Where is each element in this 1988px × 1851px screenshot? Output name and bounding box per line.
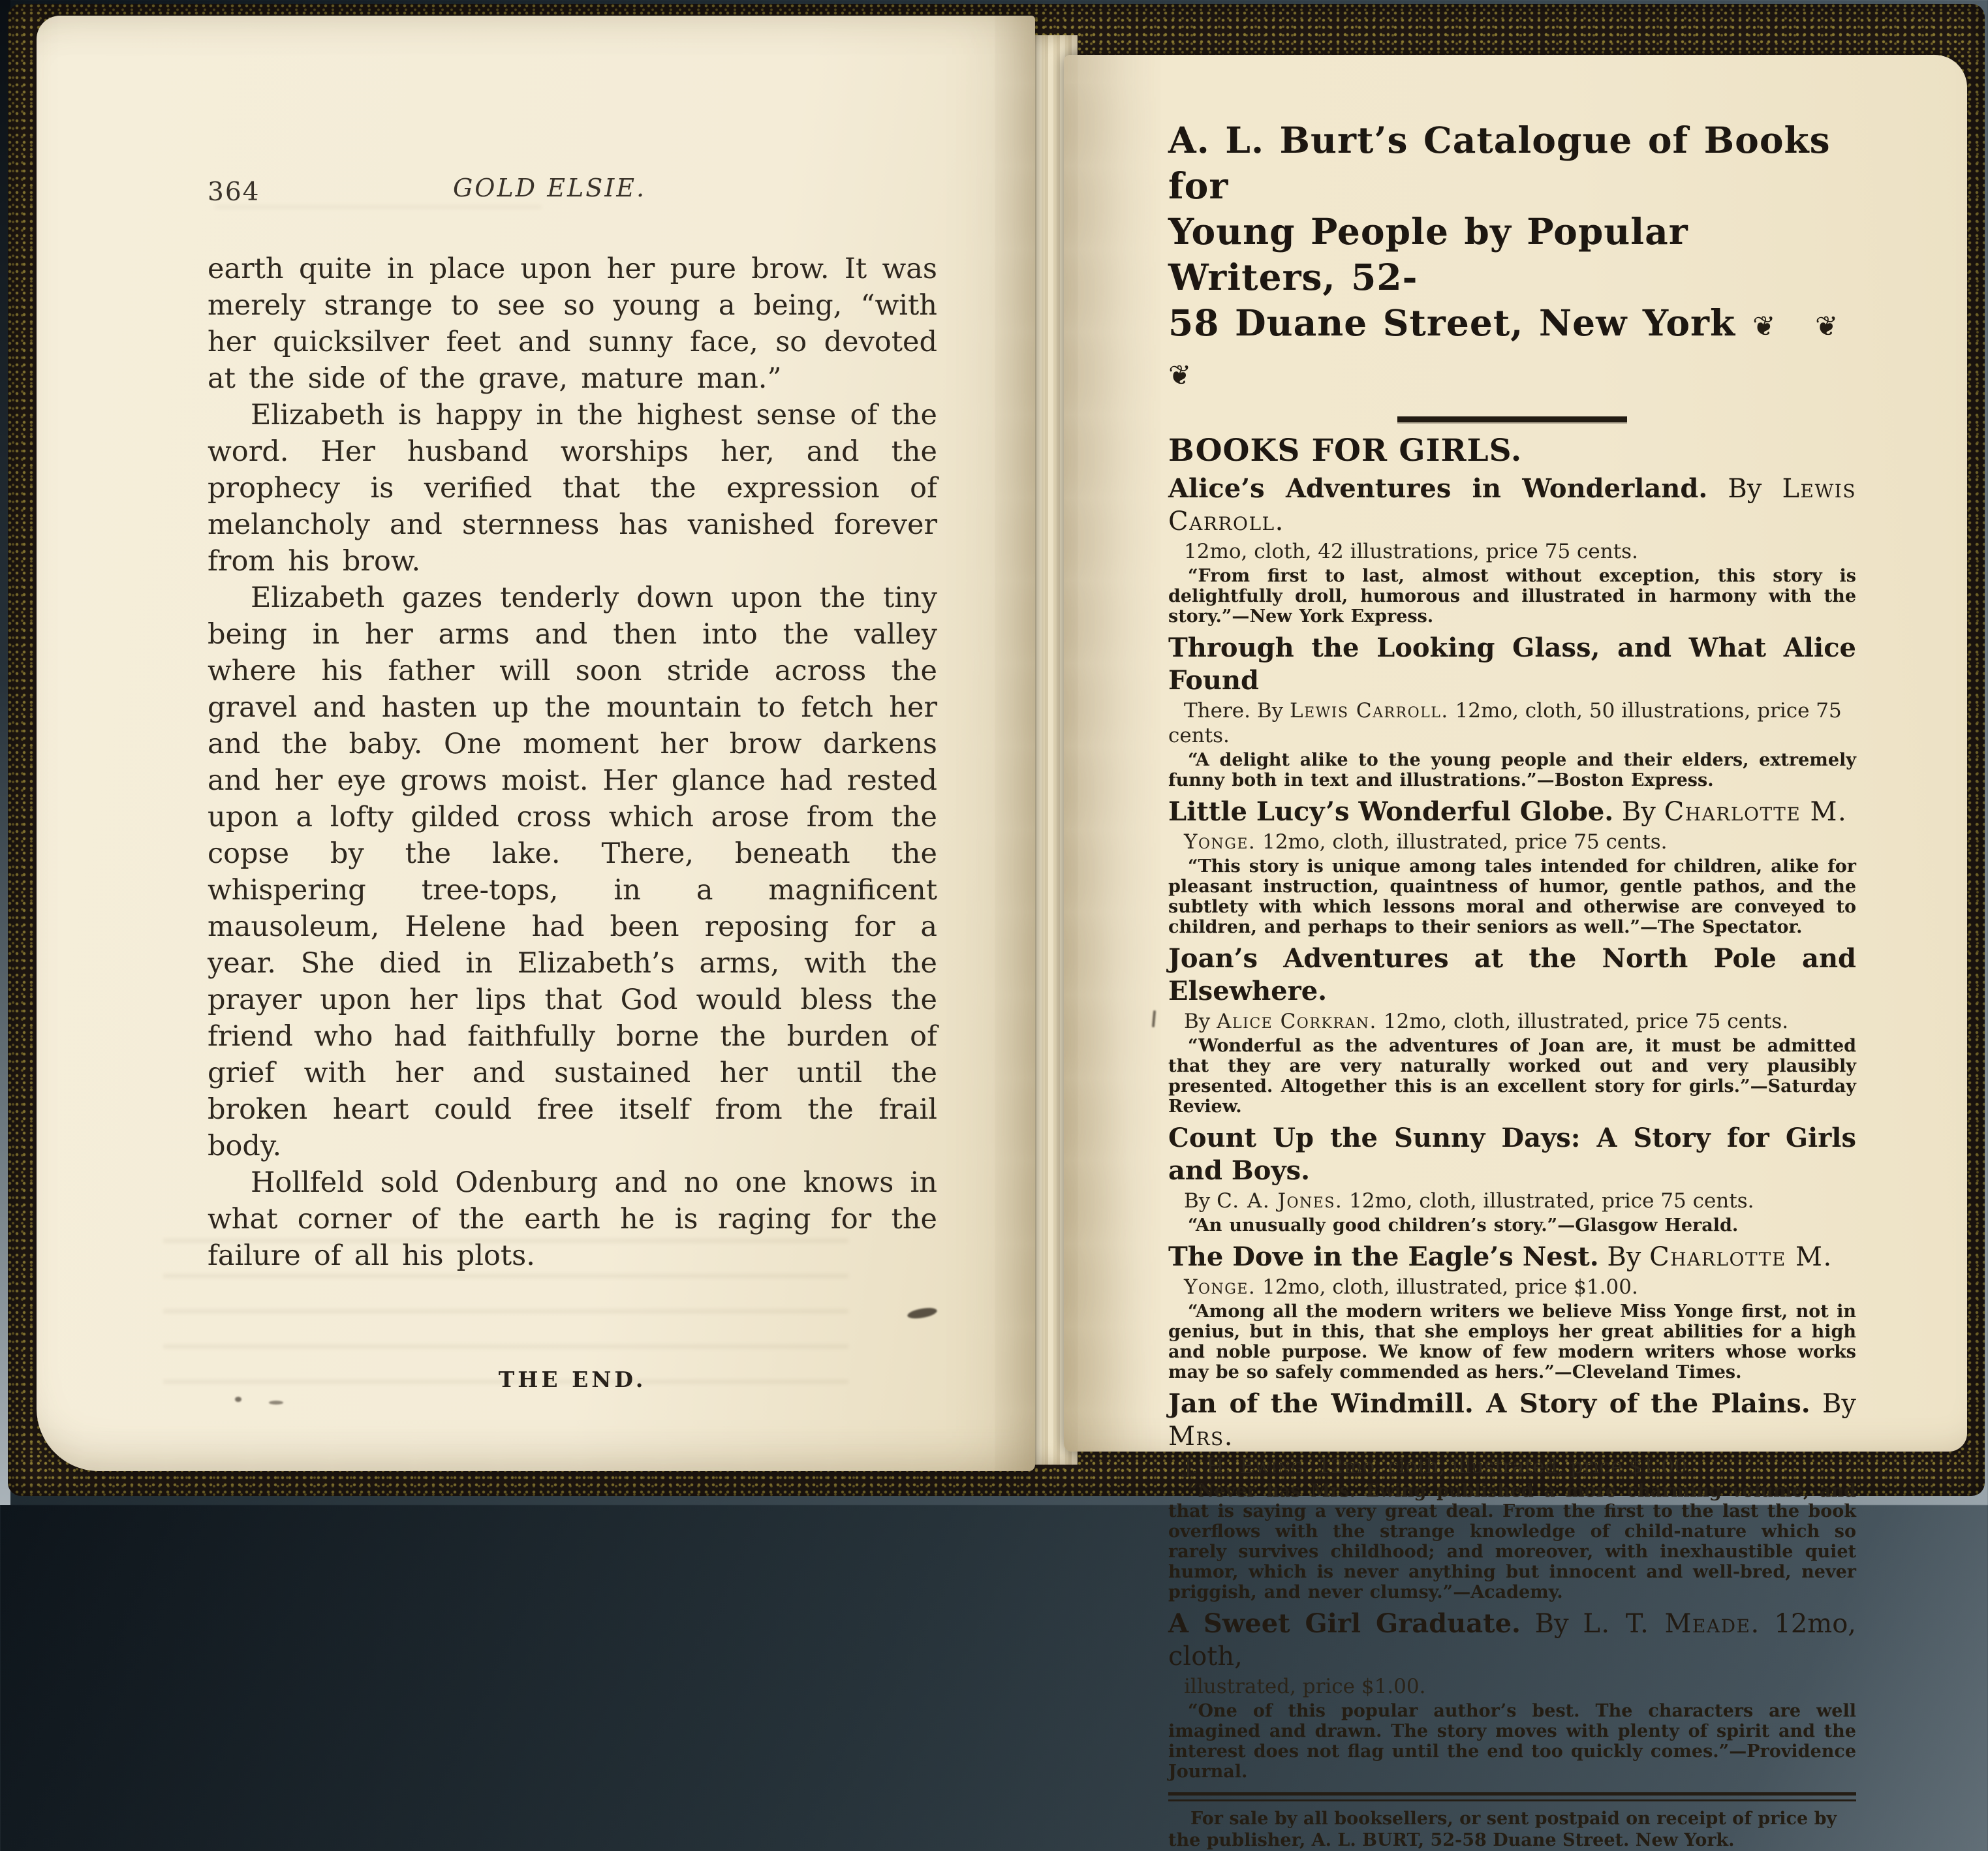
catalog-entries xyxy=(1168,473,1856,1782)
text-segment: “This story is unique among tales intended for children, alike for pleasant instruction, quaintness of humor, gentle pathos, and the subtlety with which lessons moral and otherwise are conveyed to children, and perhaps to their seniors as well.”— xyxy=(1168,856,1856,937)
text-segment: J. H. Ewing. xyxy=(1184,1455,1312,1478)
text-segment: “A delight alike to the young people and their elders, extremely funny both in text and illustrations.”— xyxy=(1168,750,1856,790)
footer-rule xyxy=(1168,1799,1856,1801)
catalogue-header-line: Young People by Popular Writers, 52- xyxy=(1168,210,1688,298)
text-segment: Yonge. xyxy=(1184,830,1256,854)
entry-title xyxy=(1168,1388,1856,1453)
catalogue-header-line xyxy=(1168,300,1856,398)
text-segment: L. T. Meade. xyxy=(1583,1609,1760,1639)
text-segment: 12mo, cloth, illustrated, price 75 cents. xyxy=(1376,1010,1789,1033)
story-paragraph: earth quite in place upon her pure brow. It was merely strange to see so young a being, “with her quicksilver feet and sunny face, so devoted at the side of the grave, mature man.” xyxy=(208,253,937,395)
text-segment: Glasgow Herald. xyxy=(1575,1215,1739,1236)
text-segment: Mrs. xyxy=(1168,1422,1234,1452)
the-end-label: THE END. xyxy=(498,1367,647,1392)
entry-title xyxy=(1168,796,1856,828)
text-segment: Charlotte M. xyxy=(1649,1242,1833,1272)
entry-title xyxy=(1168,1122,1856,1187)
footer-note: For sale by all booksellers, or sent postpaid on receipt of price by the publisher, A. L. BURT, 52-58 Duane Street. New York. xyxy=(1168,1809,1837,1850)
catalogue-header-line: 58 Duane Street, New York xyxy=(1168,302,1736,344)
text-segment: Lewis Carroll. xyxy=(1168,474,1857,537)
entry-quote xyxy=(1168,750,1856,790)
text-segment: 12mo, cloth, xyxy=(1168,1609,1857,1672)
text-segment: New York Express. xyxy=(1249,606,1434,627)
entry-title xyxy=(1168,473,1856,538)
text-segment: A Sweet Girl Graduate. xyxy=(1168,1608,1521,1639)
text-segment: Yonge. xyxy=(1184,1275,1256,1299)
text-segment: Alice’s Adventures in Wonderland. xyxy=(1168,473,1708,504)
text-segment: 12mo, cloth, illustrated, price 75 cents. xyxy=(1256,830,1668,854)
catalog-entry xyxy=(1168,1388,1856,1602)
header-rule xyxy=(1397,416,1627,422)
entry-details xyxy=(1168,1674,1856,1699)
text-segment: Count Up the Sunny Days: A Story for Girls and Boys. xyxy=(1168,1123,1856,1186)
text-segment: Cleveland Times. xyxy=(1572,1362,1742,1382)
show-through-ghosting xyxy=(163,1207,848,1403)
catalogue-header-line: A. L. Burt’s Catalogue of Books for xyxy=(1168,119,1831,207)
text-segment: By xyxy=(1184,1189,1217,1213)
text-segment: 12mo, cloth, illustrated, price $1.00. xyxy=(1311,1455,1694,1478)
text-segment: By xyxy=(1613,797,1664,827)
catalog-entry xyxy=(1168,473,1856,627)
text-segment: “Wonderful as the adventures of Joan are, it must be admitted that they are very naturally worked out and very plausibly presented. Altogether this is an excellent story for girls.”— xyxy=(1168,1036,1856,1097)
text-segment: There. By xyxy=(1184,699,1290,723)
ink-smudge xyxy=(269,1401,283,1405)
text-segment: illustrated, price $1.00. xyxy=(1184,1675,1426,1698)
text-segment: Boston Express. xyxy=(1554,770,1714,790)
text-segment: Through the Looking Glass, and What Alice Found xyxy=(1168,632,1856,696)
ink-smudge xyxy=(235,1397,241,1402)
entry-details xyxy=(1168,1275,1856,1299)
entry-quote xyxy=(1168,1301,1856,1382)
page-number: 364 xyxy=(208,178,260,207)
text-segment: “Among all the modern writers we believe Miss Yonge first, not in genius, but in this, that she employs her great abilities for a high and noble purpose. We know of few modern writers whose works may be so safely commended as hers.”— xyxy=(1168,1301,1856,1382)
entry-quote xyxy=(1168,1701,1856,1782)
text-segment: By xyxy=(1184,1010,1217,1033)
catalog-entry xyxy=(1168,1241,1856,1382)
running-title: GOLD ELSIE. xyxy=(452,174,647,202)
show-through-ghosting xyxy=(215,189,542,228)
catalog-entry xyxy=(1168,1122,1856,1236)
text-segment: 12mo, cloth, 50 illustrations, price 75 cents. xyxy=(1168,699,1842,747)
catalog-entry xyxy=(1168,796,1856,937)
text-segment: 12mo, cloth, illustrated, price $1.00. xyxy=(1256,1275,1638,1299)
text-segment: Joan’s Adventures at the North Pole and Elsewhere. xyxy=(1168,943,1856,1006)
text-segment: Jan of the Windmill. A Story of the Plains. xyxy=(1168,1388,1810,1419)
entry-title xyxy=(1168,1241,1856,1273)
entry-quote xyxy=(1168,1481,1856,1602)
entry-title xyxy=(1168,1608,1856,1673)
text-segment: Charlotte M. xyxy=(1664,797,1848,827)
entry-quote xyxy=(1168,856,1856,937)
catalog-entry xyxy=(1168,632,1856,790)
text-segment: “Never has Mrs. Ewing published a more charming volume, and that is saying a very great deal. From the first to the last the book overflows with the strange knowledge of child-nature which so rarely survives childhood; and moreover, with inexhaustible quiet humor, which is never anything but innocent and well-bred, never priggish, and never clumsy.”— xyxy=(1168,1481,1856,1602)
text-segment: The Dove in the Eagle’s Nest. xyxy=(1168,1241,1599,1272)
text-segment: Alice Corkran. xyxy=(1217,1010,1377,1033)
entry-details xyxy=(1168,830,1856,854)
text-segment: C. A. Jones. xyxy=(1217,1189,1343,1213)
text-segment: Little Lucy’s Wonderful Globe. xyxy=(1168,796,1614,827)
entry-details xyxy=(1168,1189,1856,1213)
fleuron-ornaments-icon: ❦ ❦ ❦ xyxy=(1168,310,1853,391)
story-paragraph: Hollfeld sold Odenburg and no one knows in what corner of the earth he is raging for the failure of all his plots. xyxy=(208,1166,937,1272)
story-paragraph: Elizabeth gazes tenderly down upon the tiny being in her arms and then into the valley where his father will soon stride across the gravel and hasten up the mountain to fetch her and the baby. One moment her brow darkens and her eye grows moist. Her glance had rested upon a lofty gilded cross which arose from the copse by the lake. There, beneath the whispering tree-tops, in a magnificent mausoleum, Helene had been reposing for a year. She died in Elizabeth’s arms, with the prayer upon her lips that God would bless the friend who had faithfully borne the burden of grief with her and sustained her until the broken heart could free itself from the frail body. xyxy=(208,582,937,1162)
story-text xyxy=(208,251,937,1274)
text-segment: “From first to last, almost without exception, this story is delightfully droll, humorous and illustrated in harmony with the story.”— xyxy=(1168,566,1856,627)
text-segment: Providence Journal. xyxy=(1168,1741,1856,1782)
story-paragraph: Elizabeth is happy in the highest sense of the word. Her husband worships her, and the prophecy is verified that the expression of melancholy and sternness has vanished forever from his brow. xyxy=(208,399,937,578)
text-segment: 12mo, cloth, 42 illustrations, price 75 cents. xyxy=(1184,540,1638,563)
entry-details xyxy=(1168,1454,1856,1479)
catalog-entry xyxy=(1168,1608,1856,1782)
entry-details xyxy=(1168,539,1856,564)
text-segment: “One of this popular author’s best. The characters are well imagined and drawn. The story moves with plenty of spirit and the interest does not flag until the end too quickly comes.”— xyxy=(1168,1701,1856,1762)
text-segment: 12mo, cloth, illustrated, price 75 cents. xyxy=(1343,1189,1754,1213)
text-segment: By xyxy=(1707,474,1782,504)
entry-quote xyxy=(1168,566,1856,627)
catalog-entry xyxy=(1168,942,1856,1117)
entry-quote xyxy=(1168,1036,1856,1117)
text-segment: Academy. xyxy=(1470,1582,1563,1602)
text-segment: Lewis Carroll. xyxy=(1290,699,1449,723)
text-segment: The Spectator. xyxy=(1658,917,1803,937)
entry-title xyxy=(1168,942,1856,1008)
text-segment: By xyxy=(1810,1389,1856,1419)
entry-title xyxy=(1168,632,1856,697)
entry-quote xyxy=(1168,1215,1856,1236)
footer-rule xyxy=(1168,1792,1856,1796)
text-segment: By xyxy=(1520,1609,1583,1639)
text-segment: By xyxy=(1598,1242,1650,1272)
text-segment: “An unusually good children’s story.”— xyxy=(1188,1215,1576,1236)
entry-details xyxy=(1168,698,1856,748)
section-title: BOOKS FOR GIRLS. xyxy=(1168,433,1523,469)
text-segment: Saturday Review. xyxy=(1168,1076,1856,1117)
right-page xyxy=(1064,55,1967,1850)
entry-details xyxy=(1168,1009,1856,1034)
